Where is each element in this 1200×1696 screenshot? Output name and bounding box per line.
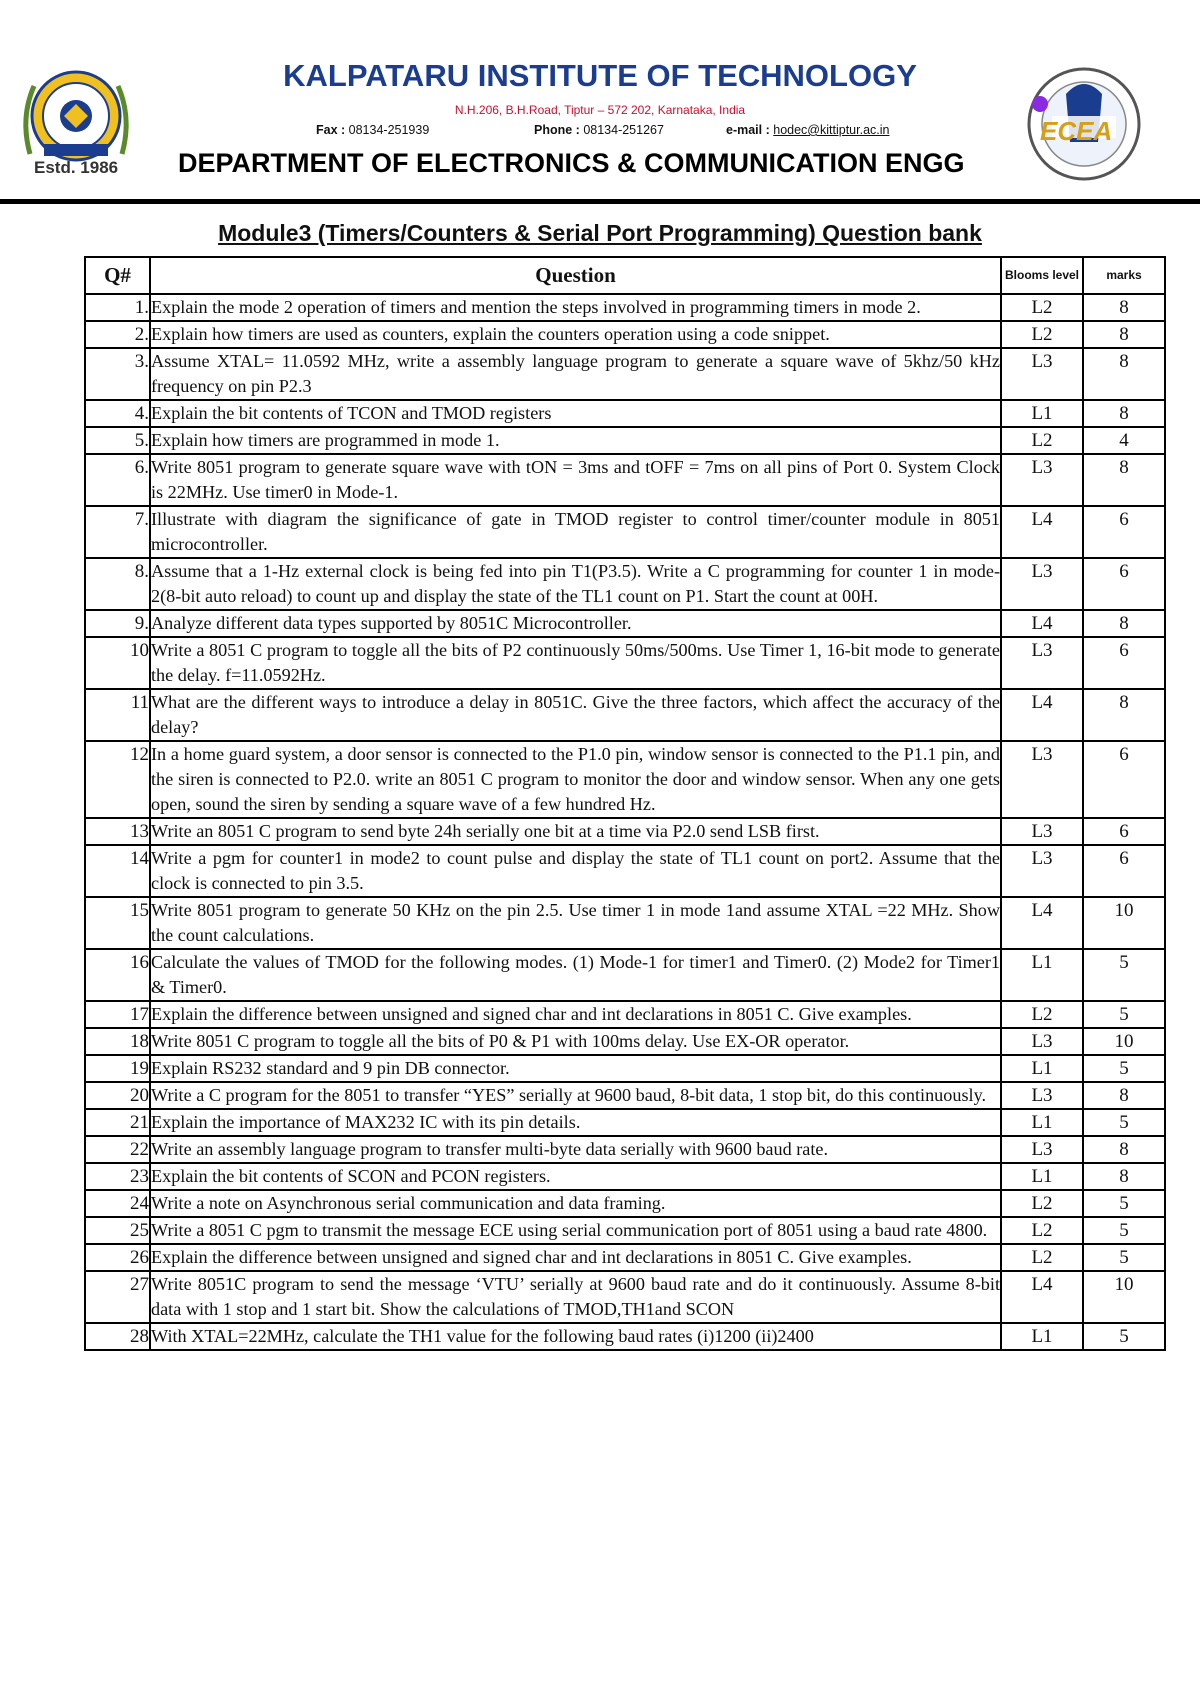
blooms-level: L4 bbox=[1001, 506, 1083, 558]
question-text: Write a pgm for counter1 in mode2 to count pulse and display the state of TL1 count on port2. Assume that the clock is connected to pin 3.5. bbox=[150, 845, 1001, 897]
question-number: 3. bbox=[85, 348, 150, 400]
header-blooms: Blooms level bbox=[1001, 257, 1083, 294]
blooms-level: L3 bbox=[1001, 558, 1083, 610]
marks-value: 8 bbox=[1083, 689, 1165, 741]
fax-label: Fax : bbox=[316, 123, 349, 137]
marks-value: 5 bbox=[1083, 949, 1165, 1001]
table-row bbox=[85, 689, 1165, 741]
marks-value: 4 bbox=[1083, 427, 1165, 454]
blooms-level: L2 bbox=[1001, 427, 1083, 454]
table-row bbox=[85, 637, 1165, 689]
table-row bbox=[85, 1190, 1165, 1217]
department-name: DEPARTMENT OF ELECTRONICS & COMMUNICATION ENGG bbox=[178, 148, 965, 178]
marks-value: 5 bbox=[1083, 1190, 1165, 1217]
question-text: Write a 8051 C program to toggle all the bits of P2 continuously 50ms/500ms. Use Timer 1, 16-bit mode to generate the delay. f=11.0592Hz. bbox=[150, 637, 1001, 689]
question-text: Write an assembly language program to transfer multi-byte data serially with 9600 baud rate. bbox=[150, 1136, 1001, 1163]
question-number: 1. bbox=[85, 294, 150, 321]
question-text: Calculate the values of TMOD for the following modes. (1) Mode-1 for timer1 and Timer0. (2) Mode2 for Timer1 & Timer0. bbox=[150, 949, 1001, 1001]
blooms-level: L3 bbox=[1001, 637, 1083, 689]
table-row bbox=[85, 897, 1165, 949]
table-row bbox=[85, 1323, 1165, 1350]
blooms-level: L4 bbox=[1001, 610, 1083, 637]
question-text: Illustrate with diagram the significance of gate in TMOD register to control timer/counter module in 8051 microcontroller. bbox=[150, 506, 1001, 558]
table-row bbox=[85, 1001, 1165, 1028]
blooms-level: L1 bbox=[1001, 1109, 1083, 1136]
question-number: 10 bbox=[85, 637, 150, 689]
marks-value: 5 bbox=[1083, 1055, 1165, 1082]
blooms-level: L3 bbox=[1001, 1136, 1083, 1163]
question-text: Write 8051C program to send the message ‘VTU’ serially at 9600 baud rate and do it continuously. Assume 8-bit data with 1 stop and 1 start bit. Show the calculations of TMOD,TH1and SCON bbox=[150, 1271, 1001, 1323]
question-text: Write 8051 program to generate square wave with tON = 3ms and tOFF = 7ms on all pins of Port 0. System Clock is 22MHz. Use timer0 in Mode-1. bbox=[150, 454, 1001, 506]
table-header-row bbox=[85, 257, 1165, 294]
page-header bbox=[0, 0, 1200, 205]
table-row bbox=[85, 294, 1165, 321]
question-number: 22 bbox=[85, 1136, 150, 1163]
question-number: 4. bbox=[85, 400, 150, 427]
marks-value: 5 bbox=[1083, 1109, 1165, 1136]
question-text: Write a C program for the 8051 to transfer “YES” serially at 9600 baud, 8-bit data, 1 stop bit, do this continuously. bbox=[150, 1082, 1001, 1109]
blooms-level: L4 bbox=[1001, 897, 1083, 949]
question-number: 12 bbox=[85, 741, 150, 818]
question-number: 6. bbox=[85, 454, 150, 506]
question-number: 15 bbox=[85, 897, 150, 949]
page-title: Module3 (Timers/Counters & Serial Port Programming) Question bank bbox=[218, 220, 982, 246]
established-text: Estd. 1986 bbox=[34, 158, 119, 177]
marks-value: 10 bbox=[1083, 897, 1165, 949]
blooms-level: L1 bbox=[1001, 1163, 1083, 1190]
blooms-level: L2 bbox=[1001, 1244, 1083, 1271]
blooms-level: L3 bbox=[1001, 845, 1083, 897]
institute-address: N.H.206, B.H.Road, Tiptur – 572 202, Karnataka, India bbox=[454, 103, 746, 117]
question-number: 16 bbox=[85, 949, 150, 1001]
question-text: Write 8051 program to generate 50 KHz on the pin 2.5. Use timer 1 in mode 1and assume XTAL =22 MHz. Show the count calculations. bbox=[150, 897, 1001, 949]
marks-value: 8 bbox=[1083, 1136, 1165, 1163]
marks-value: 6 bbox=[1083, 506, 1165, 558]
blooms-level: L4 bbox=[1001, 1271, 1083, 1323]
marks-value: 8 bbox=[1083, 321, 1165, 348]
marks-value: 6 bbox=[1083, 818, 1165, 845]
phone-value: 08134-251267 bbox=[583, 123, 664, 137]
question-number: 20 bbox=[85, 1082, 150, 1109]
marks-value: 5 bbox=[1083, 1323, 1165, 1350]
question-text: Write a 8051 C pgm to transmit the message ECE using serial communication port of 8051 using a baud rate 4800. bbox=[150, 1217, 1001, 1244]
marks-value: 10 bbox=[1083, 1271, 1165, 1323]
question-text: Explain RS232 standard and 9 pin DB connector. bbox=[150, 1055, 1001, 1082]
question-text: In a home guard system, a door sensor is connected to the P1.0 pin, window sensor is connected to the P1.1 pin, and the siren is connected to P2.0. write an 8051 C program to monitor the door and window sensor. When any one gets open, sound the siren by sending a square wave of a few hundred Hz. bbox=[150, 741, 1001, 818]
table-row bbox=[85, 1217, 1165, 1244]
question-number: 5. bbox=[85, 427, 150, 454]
table-row bbox=[85, 400, 1165, 427]
marks-value: 6 bbox=[1083, 741, 1165, 818]
question-number: 28 bbox=[85, 1323, 150, 1350]
question-text: Assume that a 1-Hz external clock is being fed into pin T1(P3.5). Write a C programming for counter 1 in mode-2(8-bit auto reload) to count up and display the state of the TL1 count on P1. Start the count at 00H. bbox=[150, 558, 1001, 610]
question-text: Analyze different data types supported by 8051C Microcontroller. bbox=[150, 610, 1001, 637]
table-row bbox=[85, 1055, 1165, 1082]
table-row bbox=[85, 321, 1165, 348]
question-text: What are the different ways to introduce a delay in 8051C. Give the three factors, which affect the accuracy of the delay? bbox=[150, 689, 1001, 741]
question-text: With XTAL=22MHz, calculate the TH1 value for the following baud rates (i)1200 (ii)2400 bbox=[150, 1323, 1001, 1350]
question-number: 13 bbox=[85, 818, 150, 845]
question-number: 11 bbox=[85, 689, 150, 741]
blooms-level: L2 bbox=[1001, 1190, 1083, 1217]
question-number: 26 bbox=[85, 1244, 150, 1271]
table-row bbox=[85, 454, 1165, 506]
table-row bbox=[85, 1244, 1165, 1271]
blooms-level: L3 bbox=[1001, 454, 1083, 506]
marks-value: 8 bbox=[1083, 1082, 1165, 1109]
header-question: Question bbox=[150, 257, 1001, 294]
question-table bbox=[84, 256, 1166, 1351]
table-row bbox=[85, 610, 1165, 637]
question-number: 24 bbox=[85, 1190, 150, 1217]
question-text: Explain the difference between unsigned and signed char and int declarations in 8051 C. Give examples. bbox=[150, 1244, 1001, 1271]
email-link[interactable]: hodec@kittiptur.ac.in bbox=[773, 123, 890, 137]
question-text: Assume XTAL= 11.0592 MHz, write a assembly language program to generate a square wave of 5khz/50 kHz frequency on pin P2.3 bbox=[150, 348, 1001, 400]
blooms-level: L2 bbox=[1001, 294, 1083, 321]
marks-value: 5 bbox=[1083, 1217, 1165, 1244]
blooms-level: L1 bbox=[1001, 1323, 1083, 1350]
question-text: Write 8051 C program to toggle all the bits of P0 & P1 with 100ms delay. Use EX-OR operator. bbox=[150, 1028, 1001, 1055]
question-number: 25 bbox=[85, 1217, 150, 1244]
question-number: 7. bbox=[85, 506, 150, 558]
question-number: 23 bbox=[85, 1163, 150, 1190]
table-row bbox=[85, 741, 1165, 818]
blooms-level: L2 bbox=[1001, 321, 1083, 348]
header-marks: marks bbox=[1083, 257, 1165, 294]
fax-value: 08134-251939 bbox=[348, 123, 430, 137]
marks-value: 8 bbox=[1083, 454, 1165, 506]
header-divider bbox=[0, 199, 1200, 204]
marks-value: 8 bbox=[1083, 348, 1165, 400]
table-row bbox=[85, 1163, 1165, 1190]
marks-value: 8 bbox=[1083, 294, 1165, 321]
blooms-level: L4 bbox=[1001, 689, 1083, 741]
marks-value: 8 bbox=[1083, 400, 1165, 427]
marks-value: 6 bbox=[1083, 637, 1165, 689]
question-text: Explain the bit contents of SCON and PCON registers. bbox=[150, 1163, 1001, 1190]
blooms-level: L1 bbox=[1001, 400, 1083, 427]
question-number: 9. bbox=[85, 610, 150, 637]
blooms-level: L3 bbox=[1001, 1082, 1083, 1109]
phone-label: Phone : bbox=[534, 123, 584, 137]
question-text: Write an 8051 C program to send byte 24h serially one bit at a time via P2.0 send LSB first. bbox=[150, 818, 1001, 845]
question-number: 18 bbox=[85, 1028, 150, 1055]
question-number: 17 bbox=[85, 1001, 150, 1028]
question-text: Explain how timers are programmed in mode 1. bbox=[150, 427, 1001, 454]
blooms-level: L2 bbox=[1001, 1217, 1083, 1244]
blooms-level: L3 bbox=[1001, 741, 1083, 818]
blooms-level: L2 bbox=[1001, 1001, 1083, 1028]
question-text: Explain the importance of MAX232 IC with its pin details. bbox=[150, 1109, 1001, 1136]
marks-value: 6 bbox=[1083, 845, 1165, 897]
phone-info bbox=[534, 123, 664, 137]
marks-value: 5 bbox=[1083, 1244, 1165, 1271]
blooms-level: L1 bbox=[1001, 1055, 1083, 1082]
table-row bbox=[85, 1136, 1165, 1163]
table-row bbox=[85, 558, 1165, 610]
table-row bbox=[85, 1082, 1165, 1109]
table-row bbox=[85, 845, 1165, 897]
institute-name: KALPATARU INSTITUTE OF TECHNOLOGY bbox=[283, 58, 917, 93]
question-text: Explain the mode 2 operation of timers and mention the steps involved in programming timers in mode 2. bbox=[150, 294, 1001, 321]
question-number: 27 bbox=[85, 1271, 150, 1323]
table-row bbox=[85, 427, 1165, 454]
question-text: Write a note on Asynchronous serial communication and data framing. bbox=[150, 1190, 1001, 1217]
blooms-level: L3 bbox=[1001, 1028, 1083, 1055]
email-info bbox=[726, 123, 889, 137]
blooms-level: L3 bbox=[1001, 348, 1083, 400]
question-number: 2. bbox=[85, 321, 150, 348]
question-number: 8. bbox=[85, 558, 150, 610]
table-row bbox=[85, 1028, 1165, 1055]
marks-value: 5 bbox=[1083, 1001, 1165, 1028]
marks-value: 8 bbox=[1083, 1163, 1165, 1190]
question-number: 19 bbox=[85, 1055, 150, 1082]
question-text: Explain the bit contents of TCON and TMOD registers bbox=[150, 400, 1001, 427]
table-row bbox=[85, 1271, 1165, 1323]
marks-value: 10 bbox=[1083, 1028, 1165, 1055]
fax-info bbox=[316, 123, 429, 137]
email-label: e-mail : bbox=[726, 123, 774, 137]
table-row bbox=[85, 506, 1165, 558]
table-row bbox=[85, 348, 1165, 400]
question-number: 14 bbox=[85, 845, 150, 897]
marks-value: 8 bbox=[1083, 610, 1165, 637]
table-body bbox=[85, 294, 1165, 1350]
blooms-level: L3 bbox=[1001, 818, 1083, 845]
table-row bbox=[85, 818, 1165, 845]
question-number: 21 bbox=[85, 1109, 150, 1136]
question-text: Explain how timers are used as counters, explain the counters operation using a code snippet. bbox=[150, 321, 1001, 348]
header-qnum: Q# bbox=[85, 257, 150, 294]
question-text: Explain the difference between unsigned and signed char and int declarations in 8051 C. Give examples. bbox=[150, 1001, 1001, 1028]
table-row bbox=[85, 949, 1165, 1001]
table-row bbox=[85, 1109, 1165, 1136]
marks-value: 6 bbox=[1083, 558, 1165, 610]
blooms-level: L1 bbox=[1001, 949, 1083, 1001]
ecea-logo-text: ECEA bbox=[1040, 116, 1113, 146]
